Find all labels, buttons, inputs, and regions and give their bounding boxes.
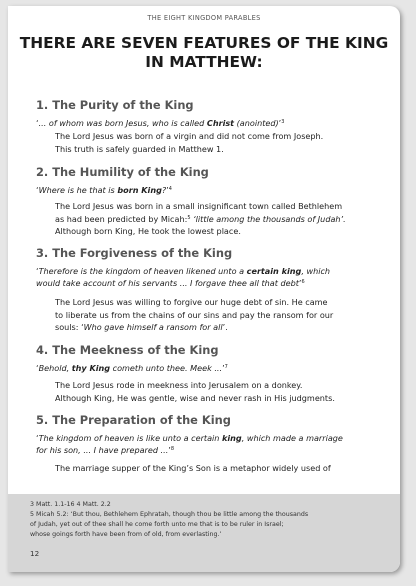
title-line-2: IN MATTHEW: (145, 53, 263, 71)
body-line: Although King, He was gentle, wise and never rash in His judgments. (55, 392, 335, 403)
running-head: THE EIGHT KINGDOM PARABLES (147, 14, 261, 22)
footnote-line: 3 Matt. 1.1-16 4 Matt. 2.2 (30, 501, 111, 508)
book-page (8, 6, 400, 572)
section-2-heading: 2. The Humility of the King (36, 165, 209, 179)
body-line: to liberate us from the chains of our sins and pay the ransom for our (55, 309, 334, 320)
section-1-verse: ‘... of whom was born Jesus, who is called Christ (anointed)’$^3$ (36, 118, 285, 128)
section-3-verse: ‘Therefore is the kingdom of heaven likened unto a certain king, which would take account of his servants ... I forgave thee all that debt’$^6$ (36, 266, 331, 288)
section-4-body (55, 379, 382, 404)
section-3-heading: 3. The Forgiveness of the King (36, 246, 233, 260)
footnote-line: whose goings forth have been from of old, from everlasting.’ (30, 531, 222, 538)
body-line: The marriage supper of the King’s Son is a metaphor widely used of (55, 463, 331, 473)
footnote-line: of Judah, yet out of thee shall he come forth unto me that is to be ruler in Israel; (30, 521, 284, 528)
section-5-heading: 5. The Preparation of the King (36, 413, 231, 427)
section-2-verse: ‘Where is he that is born King?’$^4$ (36, 185, 172, 195)
body-line: The Lord Jesus was born in a small insignificant town called Bethlehem (55, 201, 343, 211)
body-line: The Lord Jesus was willing to forgive our huge debt of sin. He came (55, 297, 328, 307)
body-line: souls: ‘Who gave himself a ransom for all’. (55, 322, 228, 332)
body-line: as had been predicted by Micah:$^5$ ‘little among the thousands of Judah’. (55, 213, 346, 224)
section-4-heading: 4. The Meekness of the King (36, 343, 219, 357)
footnote-line: 5 Micah 5.2: ‘But thou, Bethlehem Ephratah, though thou be little among the thousands (30, 511, 309, 518)
section-5-verse: ‘The kingdom of heaven is like unto a certain king, which made a marriage for his son, ... I have prepared ...’$^8$ (36, 433, 343, 455)
section-4-verse: ‘Behold, thy King cometh unto thee. Meek ...’$^7$ (36, 363, 228, 373)
body-line: Although born King, He took the lowest place. (55, 226, 241, 236)
body-line: The Lord Jesus rode in meekness into Jerusalem on a donkey. (55, 380, 303, 390)
section-1-body (55, 130, 382, 155)
page-title (18, 34, 390, 72)
title-line-1: THERE ARE SEVEN FEATURES OF THE KING (19, 34, 389, 52)
section-3-body (55, 296, 382, 334)
body-line: This truth is safely guarded in Matthew 1. (55, 143, 224, 154)
section-5-body (55, 462, 382, 475)
footnotes-area (8, 494, 400, 572)
section-2-body (55, 200, 382, 238)
section-1-heading: 1. The Purity of the King (36, 98, 194, 112)
body-line: The Lord Jesus was born of a virgin and did not come from Joseph. (55, 131, 324, 141)
page-number: 12 (30, 549, 40, 558)
